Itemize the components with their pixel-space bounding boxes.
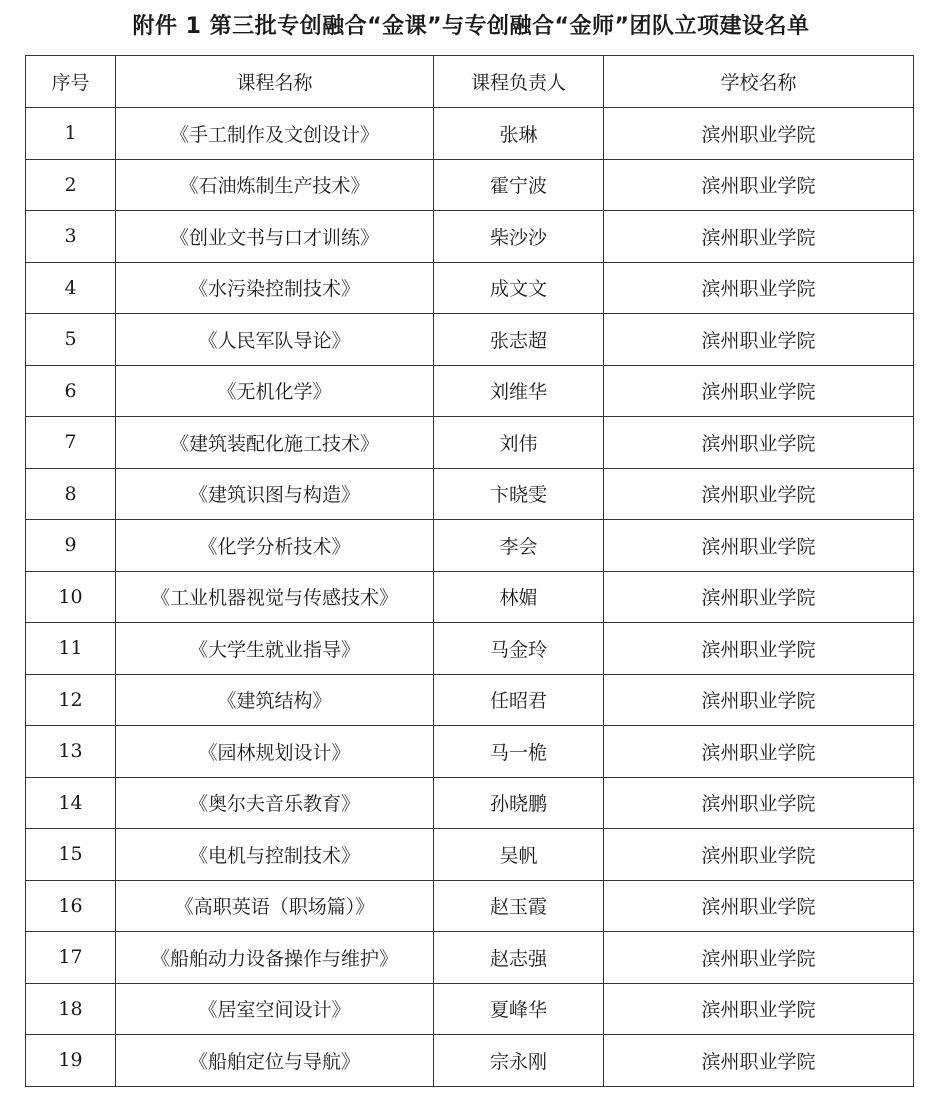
cell-course: 《水污染控制技术》 [116, 262, 434, 314]
cell-lead: 吴帆 [434, 829, 604, 881]
cell-course: 《园林规划设计》 [116, 726, 434, 778]
table-row [26, 829, 914, 881]
cell-no: 15 [26, 829, 116, 881]
cell-course: 《大学生就业指导》 [116, 623, 434, 675]
cell-course: 《无机化学》 [116, 365, 434, 417]
cell-school: 滨州职业学院 [604, 777, 914, 829]
cell-no: 18 [26, 983, 116, 1035]
cell-course: 《工业机器视觉与传感技术》 [116, 571, 434, 623]
table-row [26, 623, 914, 675]
table-body [26, 108, 914, 1087]
cell-no: 13 [26, 726, 116, 778]
table-row [26, 468, 914, 520]
table-row [26, 108, 914, 160]
cell-course: 《船舶定位与导航》 [116, 1035, 434, 1087]
cell-lead: 夏峰华 [434, 983, 604, 1035]
cell-no: 7 [26, 417, 116, 469]
cell-course: 《手工制作及文创设计》 [116, 108, 434, 160]
cell-school: 滨州职业学院 [604, 1035, 914, 1087]
cell-school: 滨州职业学院 [604, 674, 914, 726]
cell-school: 滨州职业学院 [604, 159, 914, 211]
cell-school: 滨州职业学院 [604, 468, 914, 520]
table-row [26, 880, 914, 932]
header-no: 序号 [26, 56, 116, 108]
table-row [26, 417, 914, 469]
cell-lead: 林媚 [434, 571, 604, 623]
cell-course: 《奥尔夫音乐教育》 [116, 777, 434, 829]
cell-course: 《人民军队导论》 [116, 314, 434, 366]
cell-lead: 柴沙沙 [434, 211, 604, 263]
cell-school: 滨州职业学院 [604, 983, 914, 1035]
cell-lead: 李会 [434, 520, 604, 572]
cell-school: 滨州职业学院 [604, 314, 914, 366]
table-row [26, 932, 914, 984]
cell-no: 8 [26, 468, 116, 520]
cell-lead: 马金玲 [434, 623, 604, 675]
table-row [26, 365, 914, 417]
table-row [26, 983, 914, 1035]
cell-school: 滨州职业学院 [604, 829, 914, 881]
cell-school: 滨州职业学院 [604, 932, 914, 984]
cell-course: 《化学分析技术》 [116, 520, 434, 572]
cell-no: 16 [26, 880, 116, 932]
table-row [26, 1035, 914, 1087]
cell-course: 《高职英语（职场篇）》 [116, 880, 434, 932]
cell-school: 滨州职业学院 [604, 880, 914, 932]
document-title: 附件 1 第三批专创融合“金课”与专创融合“金师”团队立项建设名单 [132, 14, 810, 39]
cell-no: 19 [26, 1035, 116, 1087]
cell-no: 4 [26, 262, 116, 314]
project-list-table [25, 55, 914, 1087]
cell-course: 《建筑识图与构造》 [116, 468, 434, 520]
cell-course: 《石油炼制生产技术》 [116, 159, 434, 211]
cell-no: 14 [26, 777, 116, 829]
table-row [26, 520, 914, 572]
cell-lead: 刘维华 [434, 365, 604, 417]
table-row [26, 314, 914, 366]
table-row [26, 262, 914, 314]
cell-school: 滨州职业学院 [604, 108, 914, 160]
cell-school: 滨州职业学院 [604, 623, 914, 675]
cell-school: 滨州职业学院 [604, 365, 914, 417]
cell-no: 5 [26, 314, 116, 366]
table-row [26, 211, 914, 263]
cell-school: 滨州职业学院 [604, 211, 914, 263]
cell-school: 滨州职业学院 [604, 726, 914, 778]
cell-no: 17 [26, 932, 116, 984]
cell-course: 《创业文书与口才训练》 [116, 211, 434, 263]
cell-lead: 孙晓鹏 [434, 777, 604, 829]
cell-lead: 张琳 [434, 108, 604, 160]
cell-no: 11 [26, 623, 116, 675]
cell-no: 3 [26, 211, 116, 263]
cell-lead: 霍宁波 [434, 159, 604, 211]
table-header-row [26, 56, 914, 108]
table-row [26, 777, 914, 829]
cell-lead: 宗永刚 [434, 1035, 604, 1087]
cell-lead: 赵玉霞 [434, 880, 604, 932]
cell-school: 滨州职业学院 [604, 520, 914, 572]
cell-no: 10 [26, 571, 116, 623]
cell-no: 6 [26, 365, 116, 417]
cell-lead: 张志超 [434, 314, 604, 366]
cell-lead: 任昭君 [434, 674, 604, 726]
cell-course: 《船舶动力设备操作与维护》 [116, 932, 434, 984]
header-school: 学校名称 [604, 56, 914, 108]
cell-lead: 赵志强 [434, 932, 604, 984]
cell-course: 《电机与控制技术》 [116, 829, 434, 881]
cell-lead: 卞晓雯 [434, 468, 604, 520]
table-row [26, 674, 914, 726]
cell-course: 《建筑结构》 [116, 674, 434, 726]
table-row [26, 159, 914, 211]
cell-course: 《居室空间设计》 [116, 983, 434, 1035]
cell-no: 1 [26, 108, 116, 160]
cell-school: 滨州职业学院 [604, 417, 914, 469]
header-lead: 课程负责人 [434, 56, 604, 108]
cell-no: 12 [26, 674, 116, 726]
cell-lead: 刘伟 [434, 417, 604, 469]
table-row [26, 726, 914, 778]
header-course: 课程名称 [116, 56, 434, 108]
cell-course: 《建筑装配化施工技术》 [116, 417, 434, 469]
table-row [26, 571, 914, 623]
cell-school: 滨州职业学院 [604, 262, 914, 314]
cell-school: 滨州职业学院 [604, 571, 914, 623]
cell-lead: 成文文 [434, 262, 604, 314]
cell-lead: 马一桅 [434, 726, 604, 778]
cell-no: 9 [26, 520, 116, 572]
cell-no: 2 [26, 159, 116, 211]
